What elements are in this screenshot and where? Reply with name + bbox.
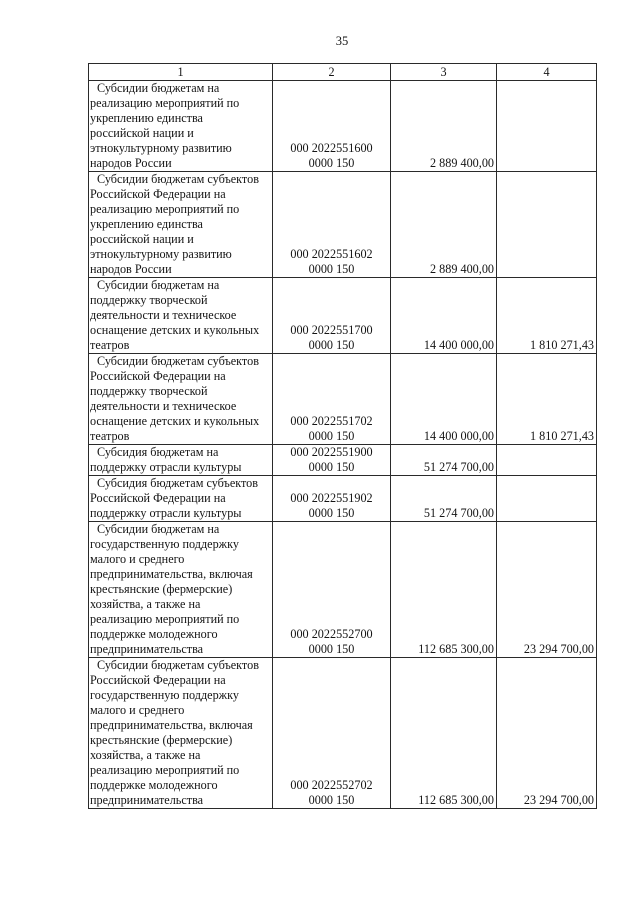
- description-line: крестьянские (фермерские): [90, 733, 233, 747]
- code-line: 0000 150: [308, 338, 355, 352]
- code-line: 000 2022551702: [290, 414, 373, 428]
- description-line: этнокультурному развитию: [90, 247, 232, 261]
- code-cell: [273, 172, 391, 278]
- amount-cell: 51 274 700,00: [391, 445, 497, 476]
- amount-cell-col4: 1 810 271,43: [497, 278, 597, 354]
- amount-cell: 112 685 300,00: [391, 522, 497, 658]
- table-row: [89, 172, 597, 278]
- amount-cell-col4: 1 810 271,43: [497, 354, 597, 445]
- description-line: малого и среднего: [90, 552, 185, 566]
- table-row: [89, 278, 597, 354]
- description-line: Субсидии бюджетам субъектов: [97, 354, 259, 368]
- description-cell: [89, 658, 273, 809]
- description-cell: [89, 445, 273, 476]
- amount-cell: 14 400 000,00: [391, 354, 497, 445]
- description-line: народов России: [90, 156, 172, 170]
- page-number: 35: [335, 34, 349, 48]
- amount-cell-col4: [497, 81, 597, 172]
- code-cell: [273, 278, 391, 354]
- description-line: предпринимательства: [90, 793, 204, 807]
- table-row: [89, 81, 597, 172]
- table-row: [89, 658, 597, 809]
- code-line: 0000 150: [308, 262, 355, 276]
- description-line: поддержку отрасли культуры: [90, 460, 242, 474]
- description-line: поддержку творческой: [90, 293, 208, 307]
- description-line: реализацию мероприятий по: [90, 612, 240, 626]
- column-header-4: 4: [497, 64, 597, 81]
- description-line: хозяйства, а также на: [90, 597, 201, 611]
- amount-cell: 2 889 400,00: [391, 81, 497, 172]
- description-line: оснащение детских и кукольных: [90, 414, 260, 428]
- amount-cell: 112 685 300,00: [391, 658, 497, 809]
- amount-cell: 14 400 000,00: [391, 278, 497, 354]
- description-line: реализацию мероприятий по: [90, 96, 240, 110]
- description-line: Субсидия бюджетам субъектов: [97, 476, 259, 490]
- description-cell: [89, 476, 273, 522]
- description-line: этнокультурному развитию: [90, 141, 232, 155]
- description-line: поддержку творческой: [90, 384, 208, 398]
- description-cell: [89, 172, 273, 278]
- description-line: Российской Федерации на: [90, 187, 226, 201]
- description-line: укреплению единства: [90, 217, 203, 231]
- code-cell: [273, 476, 391, 522]
- code-line: 0000 150: [308, 793, 355, 807]
- description-line: народов России: [90, 262, 172, 276]
- code-line: 0000 150: [308, 429, 355, 443]
- description-line: крестьянские (фермерские): [90, 582, 233, 596]
- description-line: деятельности и техническое: [90, 308, 237, 322]
- budget-table: [88, 63, 597, 809]
- description-line: поддержке молодежного: [90, 627, 218, 641]
- description-line: российской нации и: [90, 232, 194, 246]
- table-header-row: [89, 64, 597, 81]
- code-line: 0000 150: [308, 642, 355, 656]
- code-line: 000 2022551602: [290, 247, 373, 261]
- code-cell: [273, 445, 391, 476]
- column-header-3: 3: [391, 64, 497, 81]
- code-line: 000 2022551700: [290, 323, 373, 337]
- column-header-2: 2: [273, 64, 391, 81]
- code-line: 0000 150: [308, 460, 355, 474]
- description-line: укреплению единства: [90, 111, 203, 125]
- description-line: Российской Федерации на: [90, 491, 226, 505]
- code-line: 000 2022551900: [290, 445, 373, 459]
- description-line: Субсидии бюджетам субъектов: [97, 658, 259, 672]
- description-line: театров: [90, 429, 130, 443]
- description-line: Российской Федерации на: [90, 369, 226, 383]
- amount-cell-col4: 23 294 700,00: [497, 522, 597, 658]
- description-line: Субсидии бюджетам на: [97, 81, 220, 95]
- table-row: [89, 354, 597, 445]
- description-line: реализацию мероприятий по: [90, 763, 240, 777]
- amount-cell-col4: [497, 445, 597, 476]
- description-line: поддержке молодежного: [90, 778, 218, 792]
- amount-cell-col4: [497, 172, 597, 278]
- description-line: государственную поддержку: [90, 688, 239, 702]
- column-header-1: 1: [89, 64, 273, 81]
- description-line: российской нации и: [90, 126, 194, 140]
- code-line: 0000 150: [308, 506, 355, 520]
- description-line: Российской Федерации на: [90, 673, 226, 687]
- description-line: Субсидия бюджетам на: [97, 445, 219, 459]
- amount-cell-col4: [497, 476, 597, 522]
- code-cell: [273, 354, 391, 445]
- description-line: оснащение детских и кукольных: [90, 323, 260, 337]
- amount-cell: 51 274 700,00: [391, 476, 497, 522]
- description-line: Субсидии бюджетам на: [97, 522, 220, 536]
- description-cell: [89, 81, 273, 172]
- description-line: реализацию мероприятий по: [90, 202, 240, 216]
- code-line: 000 2022551902: [290, 491, 373, 505]
- description-cell: [89, 278, 273, 354]
- table-row: [89, 476, 597, 522]
- description-line: предпринимательства, включая: [90, 567, 253, 581]
- code-line: 000 2022552702: [290, 778, 373, 792]
- description-line: предпринимательства: [90, 642, 204, 656]
- description-line: малого и среднего: [90, 703, 185, 717]
- table-row: [89, 522, 597, 658]
- description-line: Субсидии бюджетам субъектов: [97, 172, 259, 186]
- description-cell: [89, 522, 273, 658]
- code-cell: [273, 81, 391, 172]
- code-line: 0000 150: [308, 156, 355, 170]
- code-line: 000 2022551600: [290, 141, 373, 155]
- code-line: 000 2022552700: [290, 627, 373, 641]
- description-line: деятельности и техническое: [90, 399, 237, 413]
- description-line: хозяйства, а также на: [90, 748, 201, 762]
- description-line: поддержку отрасли культуры: [90, 506, 242, 520]
- code-cell: [273, 522, 391, 658]
- code-cell: [273, 658, 391, 809]
- description-line: Субсидии бюджетам на: [97, 278, 220, 292]
- description-line: театров: [90, 338, 130, 352]
- amount-cell: 2 889 400,00: [391, 172, 497, 278]
- description-line: предпринимательства, включая: [90, 718, 253, 732]
- amount-cell-col4: 23 294 700,00: [497, 658, 597, 809]
- description-cell: [89, 354, 273, 445]
- table-row: [89, 445, 597, 476]
- description-line: государственную поддержку: [90, 537, 239, 551]
